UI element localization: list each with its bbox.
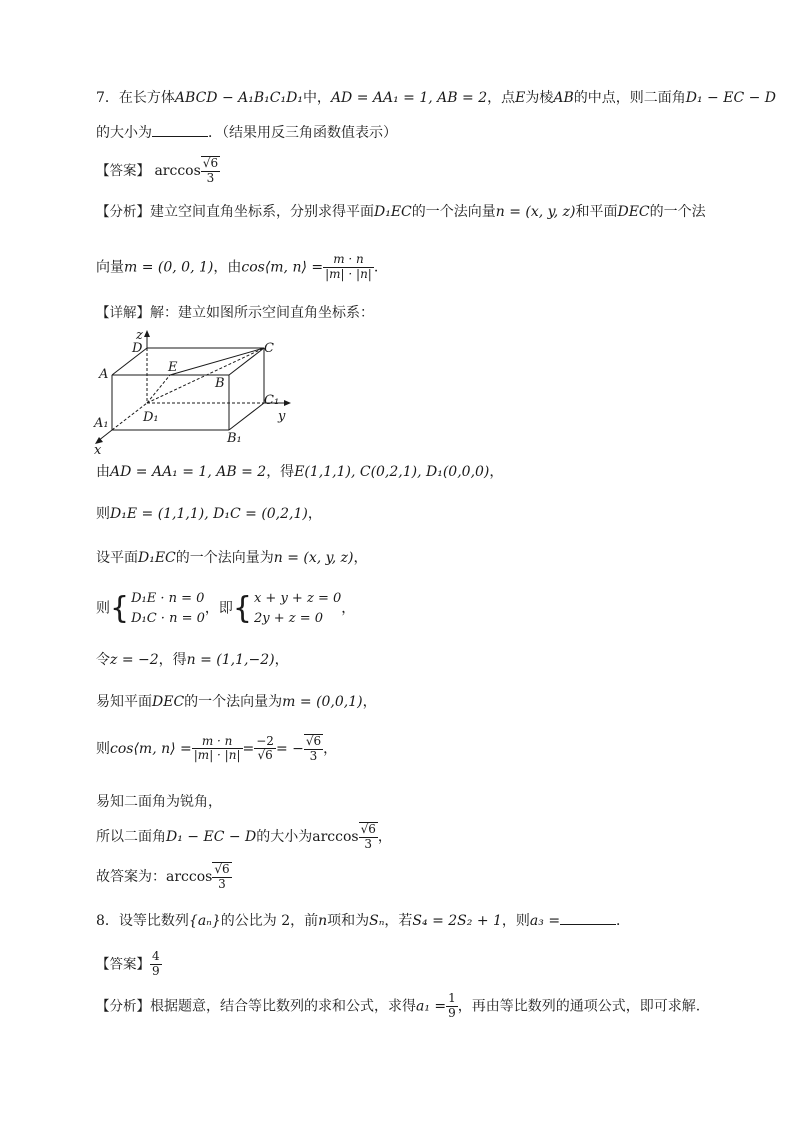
answer-blank: [152, 136, 208, 137]
label-z: z: [136, 328, 143, 343]
segment-e-c: [170, 348, 264, 375]
q7-step5: 令z = −2，得n = (1,1,−2)，: [96, 652, 289, 668]
answer-fraction: $\frac{4}{9}$: [152, 949, 160, 978]
answer-blank: [560, 924, 616, 925]
segment-d1-e: [147, 375, 170, 403]
label-e: E: [168, 360, 178, 375]
analysis-tag: 【分析】: [96, 204, 150, 220]
label-a1: A₁: [94, 416, 109, 431]
label-y: y: [278, 409, 286, 424]
q8-stem: 8．设等比数列{aₙ}的公比为 2，前n项和为Sₙ，若S₄ = 2S₂ + 1，则a₃ = ．: [96, 913, 631, 929]
q7-step7: 则cos⟨m, n⟩ = $\frac{m \cdot n}{|m| \cdot |n|}$ = $\frac{-2}{√6}$ = − $\frac{√6}{3}$ ，: [96, 733, 338, 763]
q7-step3: 设平面D₁EC的一个法向量为n = (x, y, z)，: [96, 550, 368, 566]
analysis-tag: 【分析】: [96, 998, 150, 1015]
system-equations: x + y + z = 0 2y + z = 0: [253, 591, 342, 626]
q7-step9: 所以二面角D₁ − EC − D的大小为arccos $\frac{√6}{3}$ ，: [96, 822, 392, 851]
detail-tag: 【详解】: [96, 305, 150, 321]
system-vectors: D₁E · n = 0 D₁C · n = 0: [131, 591, 205, 626]
y-arrow-icon: [284, 400, 291, 406]
cos-fraction: $\frac{m \cdot n}{|m| \cdot |n|}$: [325, 252, 372, 281]
q7-analysis-line1: 【分析】建立空间直角坐标系，分别求得平面D₁EC的一个法向量n = (x, y, z)和平面DEC的一个法: [96, 204, 706, 220]
label-x: x: [94, 443, 102, 456]
left-brace-icon: {: [110, 590, 130, 626]
answer-tag: 【答案】: [96, 162, 150, 179]
q7-step6: 易知平面DEC的一个法向量为m = (0,0,1)，: [96, 694, 377, 710]
label-d: D: [132, 341, 143, 356]
q7-detail-title: 【详解】解：建立如图所示空间直角坐标系：: [96, 305, 374, 321]
label-d1: D₁: [143, 410, 159, 425]
answer-fraction: $\frac{√6}{3}$: [202, 156, 219, 185]
q7-step2: 则D₁E = (1,1,1), D₁C = (0,2,1)，: [96, 506, 322, 522]
label-a: A: [99, 367, 109, 382]
q7-stem-line2: 的大小为 ．（结果用反三角函数值表示）: [96, 125, 397, 141]
left-brace-icon: {: [232, 590, 252, 626]
q7-step8: 易知二面角为锐角，: [96, 794, 222, 810]
q8-answer: [96, 950, 162, 979]
q8-analysis: 【分析】根据题意，结合等比数列的求和公式，求得a₁ = $\frac{1}{9}$ ，再由等比数列的通项公式，即可求解.: [96, 991, 701, 1020]
q7-step10: 故答案为：arccos $\frac{√6}{3}$: [96, 862, 230, 891]
edge-b1-c1: [229, 403, 264, 430]
cuboid-figure: [90, 326, 300, 456]
label-b1: B₁: [227, 431, 242, 446]
z-arrow-icon: [144, 330, 150, 337]
q7-step1: 由AD = AA₁ = 1, AB = 2，得E(1,1,1), C(0,2,1), D₁(0,0,0)，: [96, 464, 504, 480]
edge-a1-d1: [112, 403, 147, 430]
label-b: B: [215, 376, 225, 391]
q7-answer: 【答案】 arccos $\frac{√6}{3}$: [96, 156, 219, 185]
label-c: C: [264, 341, 274, 356]
answer-tag: 【答案】: [96, 956, 150, 973]
q7-stem-line1: 7．在长方体ABCD − A₁B₁C₁D₁中，AD = AA₁ = 1, AB = 2，点E为棱AB的中点，则二面角D₁ − EC − D: [96, 90, 777, 106]
q7-step4: 则{ D₁E · n = 0 D₁C · n = 0，即{ x + y + z = 0 2y + z = 0，: [96, 589, 355, 628]
label-c1: C₁: [264, 393, 280, 408]
q7-analysis-line2: 向量m = (0, 0, 1)，由cos⟨m, n⟩ = $\frac{m \cdot n}{|m| \cdot |n|}$ .: [96, 252, 379, 281]
